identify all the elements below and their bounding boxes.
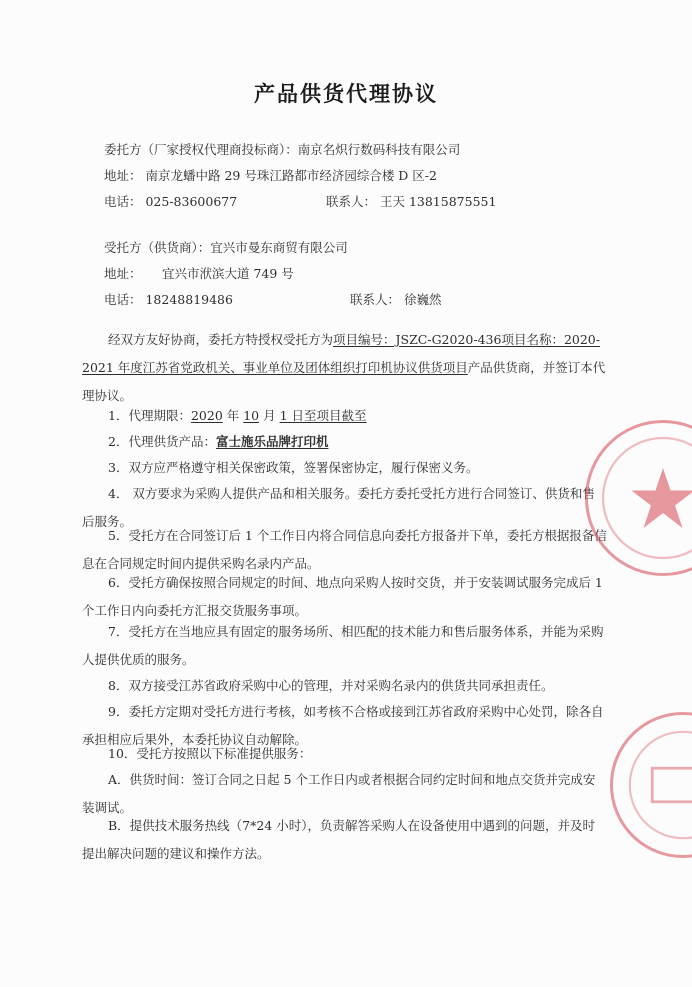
start-day: 1	[279, 408, 288, 423]
clause-7	[82, 618, 607, 674]
agent-address: 宜兴市洑滨大道 749 号	[162, 266, 294, 281]
clause-3-text: 3．双方应严格遵守相关保密政策，签署保密协定，履行保密义务。	[108, 460, 479, 475]
clause-1-end: 日至项目截至	[287, 408, 367, 423]
clause-6-text: 6．受托方确保按照合同规定的时间、地点向采购人按时交货，并于安装调试服务完成后 1 个工作日内向委托方汇报交货服务事项。	[82, 575, 603, 618]
intro-text: 经双方友好协商，委托方特授权受托方为	[108, 332, 334, 347]
start-year: 2020	[190, 408, 223, 423]
intro-paragraph	[82, 326, 607, 410]
clause-6	[82, 569, 607, 625]
company-seal-stamp	[585, 420, 692, 576]
clause-3	[82, 454, 607, 482]
agent-contact: 联系人： 徐巍然	[350, 292, 442, 307]
clause-10-text: 10．受托方按照以下标准提供服务：	[108, 746, 312, 761]
clause-b	[82, 812, 607, 868]
clause-5-text: 5．受托方在合同签订后 1 个工作日内将合同信息向委托方报备并下单，委托方根据报备信息在合同规定时间内提供采购名录内产品。	[82, 528, 607, 571]
client-phone: 电话： 025-83600677	[104, 194, 238, 209]
year-unit: 年	[222, 408, 244, 423]
clause-a-text: A．供货时间：签订合同之日起 5 个工作日内或者根据合同约定时间和地点交货并完成安装调试。	[82, 772, 596, 815]
agent-phone: 电话： 18248819486	[104, 292, 233, 307]
agent-party: 受托方（供货商）：宜兴市曼东商贸有限公司	[104, 240, 348, 255]
start-month: 10	[243, 408, 260, 423]
clause-8	[82, 672, 607, 700]
clause-b-text: B．提供技术服务热线（7*24 小时），负责解答采购人在设备使用中遇到的问题，并及时提出解决问题的建议和操作方法。	[82, 818, 596, 861]
contract-seal-stamp	[610, 712, 692, 858]
clause-9-text: 9．委托方定期对受托方进行考核，如考核不合格或接到江苏省政府采购中心处罚，除各自承担相应后果外，本委托协议自动解除。	[82, 704, 604, 747]
document-title: 产品供货代理协议	[254, 81, 438, 106]
clause-2	[82, 428, 607, 456]
month-unit: 月	[259, 408, 280, 423]
clause-7-text: 7．受托方在当地应具有固定的服务场所、相匹配的技术能力和售后服务体系，并能为采购人提供优质的服务。	[82, 624, 604, 667]
clause-4-text: 4． 双方要求为采购人提供产品和相关服务。委托方委托受托方进行合同签订、供货和售后服务。	[82, 486, 595, 529]
seal-ring-icon	[613, 715, 692, 855]
clause-1-label: 1．代理期限：	[108, 408, 191, 423]
product-name: 富士施乐品牌打印机	[215, 434, 329, 449]
agent-address-label: 地址：	[104, 266, 142, 281]
client-party: 委托方（厂家授权代理商投标商）：南京名炽行数码科技有限公司	[104, 142, 461, 157]
project-name: 项目名称：2020-2021 年度江苏省党政机关、事业单位及团体组织打印机协议供货项目	[82, 332, 600, 375]
clause-2-label: 2．代理供货产品：	[108, 434, 216, 449]
client-contact: 联系人： 王天 13815875551	[326, 194, 497, 209]
clause-10	[82, 740, 607, 768]
intro-text-end: 产品供货商，并签订本代理协议。	[82, 360, 606, 403]
clause-1	[82, 402, 607, 430]
star-icon	[588, 423, 692, 573]
project-number: 项目编号：JSZC-G2020-436	[333, 332, 502, 347]
client-address: 地址： 南京龙蟠中路 29 号珠江路都市经济园综合楼 D 区-2	[104, 168, 437, 183]
clause-8-text: 8．双方接受江苏省政府采购中心的管理，并对采购名录内的供货共同承担责任。	[108, 678, 554, 693]
